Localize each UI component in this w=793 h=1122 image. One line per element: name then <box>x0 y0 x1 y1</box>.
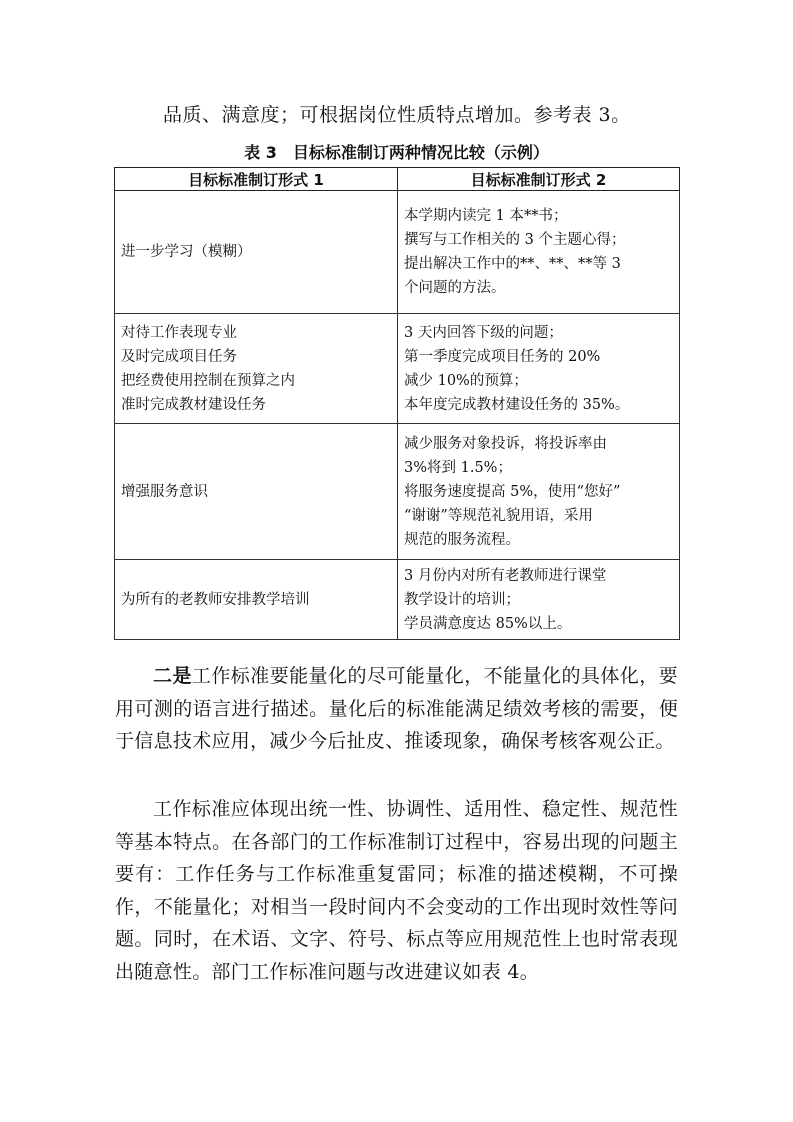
cell-text-line: 增强服务意识 <box>121 483 208 500</box>
continued-text-line: 品质、满意度；可根据岗位性质特点增加。参考表 3。 <box>163 104 631 126</box>
cell-text-line: 本学期内读完 1 本**书； <box>404 208 568 224</box>
cell-text-line: 提出解决工作中的**、**、**等 3 <box>404 256 621 272</box>
table-row <box>115 424 680 560</box>
cell-text-line: 本年度完成教材建设任务的 35%。 <box>404 396 630 413</box>
body-paragraph-1 <box>115 660 678 758</box>
column-header-form-1: 目标标准制订形式 1 <box>115 168 398 191</box>
column-header-form-2: 目标标准制订形式 2 <box>398 168 680 191</box>
cell-text-line: 教学设计的培训； <box>404 591 520 608</box>
cell-text-line: 3%将到 1.5%； <box>404 459 512 476</box>
table-row <box>115 191 680 314</box>
cell-text-line: 准时完成教材建设任务 <box>121 396 266 413</box>
table-cell-form-2 <box>398 314 680 424</box>
table-cell-form-1 <box>115 560 398 640</box>
table-cell-form-1 <box>115 191 398 314</box>
comparison-table <box>114 167 680 640</box>
cell-text-line: 3 天内回答下级的问题； <box>404 324 563 341</box>
table-row <box>115 560 680 640</box>
cell-text-line: 进一步学习（模糊） <box>121 244 252 260</box>
cell-text-line: 学员满意度达 85%以上。 <box>404 615 572 632</box>
cell-text-line: 对待工作表现专业 <box>121 324 237 341</box>
paragraph-lead: 二是 <box>153 665 192 687</box>
table-cell-form-2 <box>398 560 680 640</box>
cell-text-line: 第一季度完成项目任务的 20% <box>404 348 601 365</box>
table-cell-form-2 <box>398 191 680 314</box>
cell-text-line: 个问题的方法。 <box>404 280 506 296</box>
cell-text-line: 3 月份内对所有老教师进行课堂 <box>404 567 607 584</box>
cell-text-line: 为所有的老教师安排教学培训 <box>121 591 310 608</box>
table-cell-form-1 <box>115 314 398 424</box>
cell-text-line: 撰写与工作相关的 3 个主题心得； <box>404 232 626 248</box>
body-paragraph-2: 工作标准应体现出统一性、协调性、适用性、稳定性、规范性等基本特点。在各部门的工作标准制订过程中，容易出现的问题主要有：工作任务与工作标准重复雷同；标准的描述模糊，不可操作，不能量化；对相当一段时间内不会变动的工作出现时效性等问题。同时，在术语、文字、符号、标点等应用规范性上也时常表现出随意性。部门工作标准问题与改进建议如表 4。 <box>115 798 678 983</box>
table-row <box>115 314 680 424</box>
cell-text-line: 将服务速度提高 5%，使用“您好” <box>404 483 621 500</box>
cell-text-line: 及时完成项目任务 <box>121 348 237 365</box>
cell-text-line: 规范的服务流程。 <box>404 531 520 548</box>
cell-text-line: 减少 10%的预算； <box>404 372 528 389</box>
cell-text-line: 把经费使用控制在预算之内 <box>121 372 295 389</box>
paragraph-text: 工作标准要能量化的尽可能量化，不能量化的具体化，要用可测的语言进行描述。量化后的标准能满足绩效考核的需要，便于信息技术应用，减少今后扯皮、推诿现象，确保考核客观公正。 <box>115 665 678 752</box>
table-cell-form-2 <box>398 424 680 560</box>
table-caption: 表 3 目标标准制订两种情况比较（示例） <box>244 143 549 162</box>
cell-text-line: “谢谢”等规范礼貌用语，采用 <box>404 507 593 524</box>
table-cell-form-1 <box>115 424 398 560</box>
cell-text-line: 减少服务对象投诉，将投诉率由 <box>404 435 607 452</box>
table-header-row <box>115 168 680 191</box>
